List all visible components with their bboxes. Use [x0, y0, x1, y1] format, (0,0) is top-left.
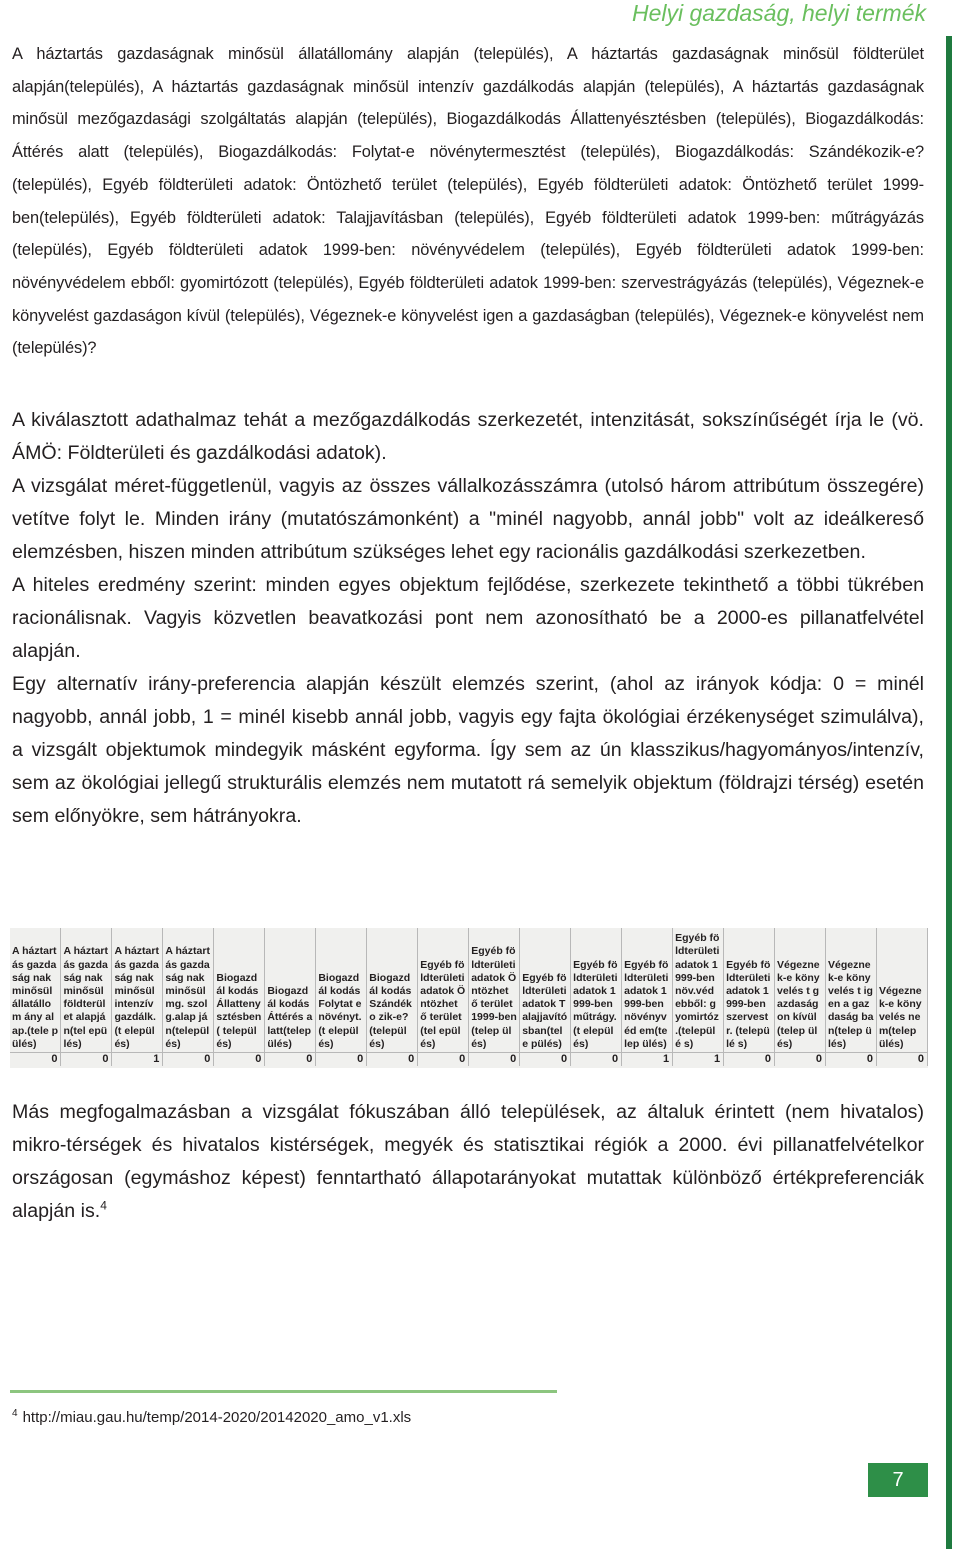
attribute-table-grid [10, 928, 928, 1066]
table-values-row [10, 1053, 928, 1067]
table-header-cell: Végeznek-e könyvelés nem(telep ülés) [876, 928, 927, 1053]
body-paragraph: A kiválasztott adathalmaz tehát a mezőgazdálkodás szerkezetét, intenzitását, sokszínűségét írja le (vö. ÁMÖ: Földterületi és gazdálkodási adatok). [12, 409, 924, 464]
closing-paragraph-text: Más megfogalmazásban a vizsgálat fókuszában álló települések, az általuk érintett (nem hivatalos) mikro-térségek és hivatalos kistérségek, megyék és statisztikai régiók a 2000. évi pillanatfelvételkor országosan (egymáshoz képest) fenntartható állapotarányokat mutattak különböző értékpreferenciák alapján is. [12, 1101, 924, 1222]
table-value-cell: 0 [469, 1053, 520, 1067]
table-header-cell: A háztartás gazdaság nak minősül intenzív gazdálk.(t elepülés) [112, 928, 163, 1053]
table-header-row [10, 928, 928, 1053]
table-header-cell: Egyéb földterületi adatok 1999-ben szervestr. (települé s) [724, 928, 775, 1053]
page-number-badge: 7 [868, 1463, 928, 1497]
table-value-cell: 1 [622, 1053, 673, 1067]
footnote-number: 4 [12, 1408, 18, 1419]
table-header-cell: A háztartás gazdaság nak minősül állatállom ány alap.(tele pülés) [10, 928, 61, 1053]
table-value-cell: 0 [826, 1053, 877, 1067]
body-paragraph: A hiteles eredmény szerint: minden egyes objektum fejlődése, szerkezete tekinthető a többi tükrében racionálisnak. Vagyis közvetlen beavatkozási pont nem azonosítható be a 2000-es pillanatfelvétel alapján. [12, 574, 924, 662]
closing-paragraph [12, 1096, 924, 1228]
table-value-cell: 0 [876, 1053, 927, 1067]
table-header-cell: A háztartás gazdaság nak minősül mg. szolg.alap ján(települ és) [163, 928, 214, 1053]
attribute-table [10, 928, 928, 1068]
table-header-cell: Végeznek-e könyvelés t igen a gazdaság ban(telep ülés) [826, 928, 877, 1053]
table-value-cell: 0 [163, 1053, 214, 1067]
table-header-cell: Biogazdál kodás Folytat e növényt.(t elepülés) [316, 928, 367, 1053]
table-header-cell: Biogazdál kodás Szándéko zik-e?(települ és) [367, 928, 418, 1053]
footnote [12, 1408, 411, 1426]
table-value-cell: 1 [112, 1053, 163, 1067]
body-paragraph: A vizsgálat méret-függetlenül, vagyis az összes vállalkozásszámra (utolsó három attribútum összegére) vetítve folyt le. Minden irány (mutatószámonként) a "minél nagyobb, annál jobb" volt az ideálkereső elemzésben, hiszen minden attribútum szükséges lehet egy racionális gazdálkodási szerkezetben. [12, 475, 924, 563]
closing-text [12, 1096, 924, 1228]
table-value-cell: 0 [571, 1053, 622, 1067]
table-header-cell: Egyéb földterületi adatok Öntözhet ő terület(tel epülés) [418, 928, 469, 1053]
footnote-divider [10, 1390, 557, 1393]
table-header-cell: A háztartás gazdaság nak minősül földterület alapján(tel epülés) [61, 928, 112, 1053]
table-value-cell: 0 [10, 1053, 61, 1067]
table-value-cell: 0 [724, 1053, 775, 1067]
footnote-reference[interactable]: 4 [100, 1198, 107, 1213]
table-header-cell: Egyéb földterületi adatok 1999-ben növ.véd ebből: gyomirtóz .(települé s) [673, 928, 724, 1053]
table-header-cell: Egyéb földterületi adatok Öntözhet ő terület 1999-ben(telep ülés) [469, 928, 520, 1053]
table-header-cell: Végeznek-e könyvelés t gazdaság on kívül(telep ülés) [775, 928, 826, 1053]
table-header-cell: Egyéb földterületi adatok 1999-ben műtrágy.(t elepülés) [571, 928, 622, 1053]
table-value-cell: 0 [775, 1053, 826, 1067]
table-value-cell: 0 [265, 1053, 316, 1067]
table-value-cell: 0 [520, 1053, 571, 1067]
body-text [12, 404, 924, 833]
table-value-cell: 0 [214, 1053, 265, 1067]
table-value-cell: 0 [61, 1053, 112, 1067]
table-value-cell: 0 [367, 1053, 418, 1067]
margin-accent-bar [946, 36, 952, 1549]
table-header-cell: Egyéb földterületi adatok 1999-ben növényvéd em(telep ülés) [622, 928, 673, 1053]
table-header-cell: Biogazdál kodás Állatteny sztésben( település) [214, 928, 265, 1053]
intro-paragraph: A háztartás gazdaságnak minősül állatállomány alapján (település), A háztartás gazdaságnak minősül földterület alapján(település), A háztartás gazdaságnak minősül intenzív gazdálkodás alapján (település), A háztartás gazdaságnak minősül mezőgazdasági szolgáltatás alapján (település), Biogazdálkodás Állattenyésztésben (település), Biogazdálkodás: Áttérés alatt (település), Biogazdálkodás: Folytat-e növénytermesztést (település), Biogazdálkodás: Szándékozik-e? (település), Egyéb földterületi adatok: Öntözhető terület (település), Egyéb földterületi adatok: Öntözhető terület 1999-ben(település), Egyéb földterületi adatok: Talajjavításban (település), Egyéb földterületi adatok 1999-ben: műtrágyázás (település), Egyéb földterületi adatok 1999-ben: növényvédelem (település), Egyéb földterületi adatok 1999-ben: növényvédelem ebből: gyomirtózott (település), Egyéb földterületi adatok 1999-ben: szervestrágyázás (település), Végeznek-e könyvelést gazdaságon kívül (település), Végeznek-e könyvelést igen a gazdaságban (település), Végeznek-e könyvelést nem (település)? [12, 45, 924, 358]
table-value-cell: 1 [673, 1053, 724, 1067]
table-value-cell: 0 [316, 1053, 367, 1067]
body-paragraph: Egy alternatív irány-preferencia alapján készült elemzés szerint, (ahol az irányok kódja: 0 = minél nagyobb, annál jobb, 1 = minél kisebb annál jobb, vagyis egy fajta ökológiai érzékenységet szimulálva), a vizsgált objektumok mindegyik másként egyforma. Így sem az ún klasszikus/hagyományos/intenzív, sem az ökológiai jellegű strukturális elemzés nem mutatott rá semelyik objektum (földrajzi térség) esetén sem előnyökre, sem hátrányokra. [12, 673, 924, 827]
footnote-link[interactable]: http://miau.gau.hu/temp/2014-2020/20142020_amo_v1.xls [22, 1409, 412, 1426]
table-value-cell: 0 [418, 1053, 469, 1067]
table-header-cell: Biogazdál kodás Áttérés alatt(telep ülés) [265, 928, 316, 1053]
running-header-title: Helyi gazdaság, helyi termék [631, 0, 926, 26]
table-header-cell: Egyéb földterületi adatok Talajjavító sban(tele pülés) [520, 928, 571, 1053]
